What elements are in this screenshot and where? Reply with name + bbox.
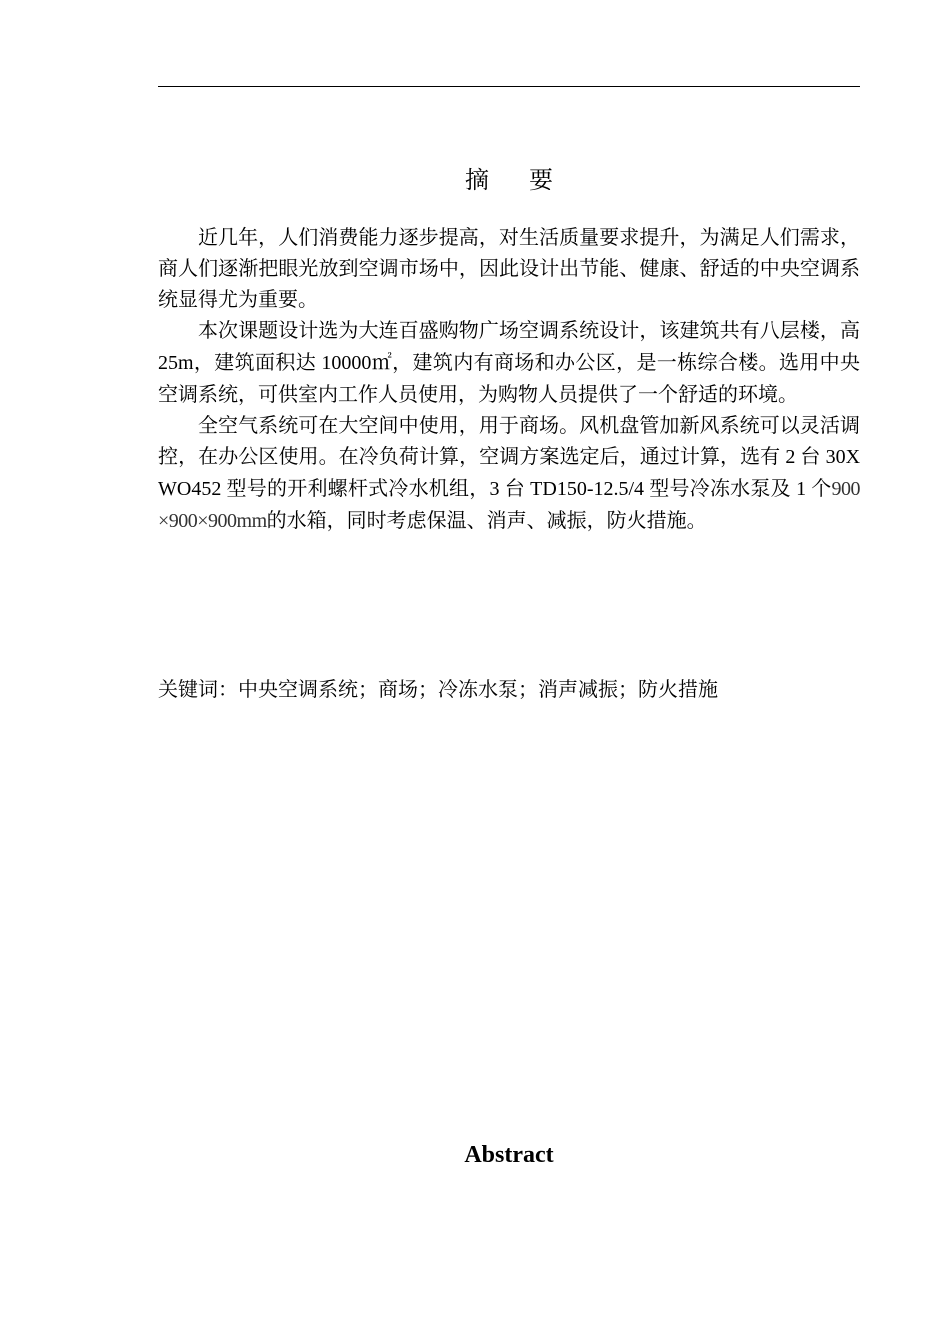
p3-text-c: 型号的开利螺杆式冷水机组， [226,476,490,500]
p3-text-g: 的水箱，同时考虑保温、消声、减振，防火措施。 [266,508,707,532]
abstract-paragraph-2 [158,315,860,410]
chiller-count: 2 [780,446,801,468]
header-rule [158,86,860,87]
p2-text-c: ，建筑内有商场和办公区，是一栋综合楼。选用中央空调系统，可供室内工作人员使用，为购物人员提供了一个舒适的环境。 [158,350,861,406]
abstract-title-en: Abstract [464,1142,554,1168]
p2-text-b: ，建筑面积达 [193,350,317,374]
keywords-line [158,674,860,705]
pump-count: 3 [489,478,505,500]
title-char-2: 要 [529,166,553,194]
p3-text-e: 型号冷冻水泵及 [649,476,791,500]
abstract-body-cn [158,222,860,537]
keywords-separator: ： [218,677,238,701]
chiller-model: 30XWO452 [158,446,861,500]
abstract-paragraph-1: 近几年，人们消费能力逐步提高，对生活质量要求提升，为满足人们需求，商人们逐渐把眼光放到空调市场中，因此设计出节能、健康、舒适的中央空调系统显得尤为重要。 [158,225,860,311]
building-area: 10000㎡ [316,352,393,374]
title-char-1: 摘 [465,166,489,194]
building-height: 25m [158,352,194,374]
p3-text-b: 台 [800,444,821,468]
p3-text-a: 全空气系统可在大空间中使用，用于商场。风机盘管加新风系统可以灵活调控，在办公区使用。在冷负荷计算，空调方案选定后，通过计算，选有 [158,413,860,468]
p3-text-d: 台 [504,476,525,500]
p2-text-a: 本次课题设计选为大连百盛购物广场空调系统设计，该建筑共有八层楼，高 [198,318,860,342]
pump-model: TD150-12.5/4 [524,478,650,500]
p3-text-f: 个 [811,476,832,500]
abstract-paragraph-3 [158,410,860,537]
keywords-label: 关键词 [158,677,218,701]
abstract-title-cn [158,160,860,195]
keywords-text: 中央空调系统；商场；冷冻水泵；消声减振；防火措施 [238,677,718,701]
tank-dimensions: 900×900×900mm [158,478,861,532]
tank-count: 1 [790,478,812,500]
